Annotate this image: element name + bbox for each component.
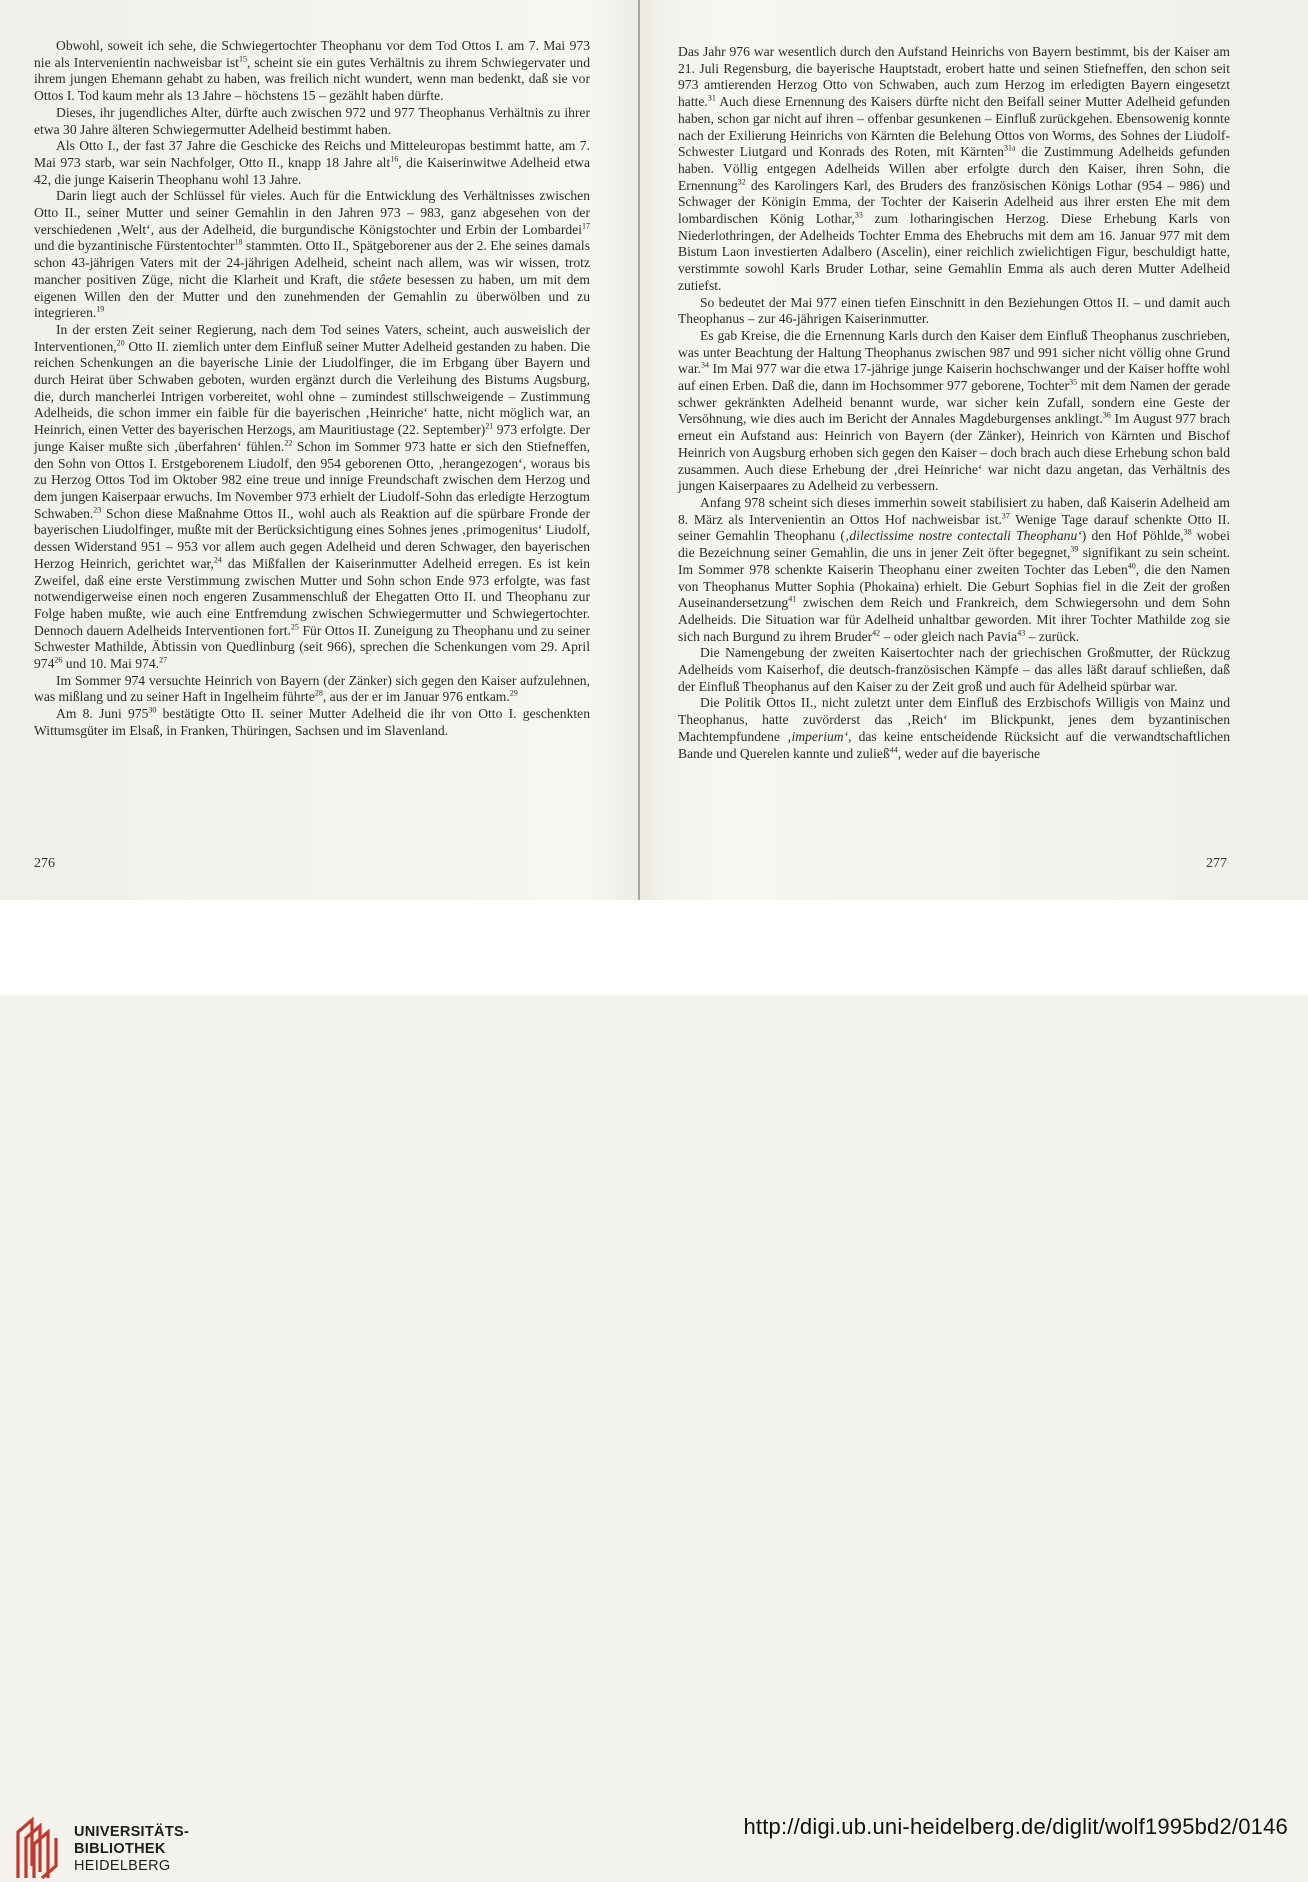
text-run: stammten. Otto II., Spätgeborener aus der 2. Ehe seines damals schon 43-jährigen Vaters mit der 24-jährigen Adelheid, scheint nach allem, was wir wissen, trotz mancher positiven Züge, nicht die Klarheit und Kraft, die bbox=[34, 238, 590, 287]
text-run: des Karolingers Karl, des Bruders des französischen Königs Lothar (954 – 986) und Schwager der Königin Emma, der Tochter der Kaiserin Adelheid aus ihrer ersten Ehe mit dem lombardischen König Lothar, bbox=[678, 177, 1230, 227]
footnote-ref: 39 bbox=[1070, 544, 1079, 554]
text-run: Im Mai 977 war die etwa 17-jährige junge Kaiserin hochschwanger und der Kaiser hoffte wohl auf einen Erben. Daß die, dann im Hochsommer 977 geborene, Tochter bbox=[678, 361, 1230, 394]
footnote-ref: 40 bbox=[1127, 561, 1136, 571]
text-run: , aus der er im Januar 976 entkam. bbox=[322, 689, 510, 705]
text-run: Als Otto I., der fast 37 Jahre die Geschicke des Reichs und Mitteleuropas bestimmt hatte, am 7. Mai 973 starb, war sein Nachfolger, Otto II., knapp 18 Jahre alt bbox=[34, 138, 590, 170]
footnote-ref: 27 bbox=[159, 655, 168, 665]
footnote-ref: 31a bbox=[1003, 143, 1016, 153]
footnote-ref: 18 bbox=[234, 237, 243, 247]
text-run: Im Sommer 974 versuchte Heinrich von Bayern (der Zänker) sich gegen den Kaiser aufzulehnen, was mißlang und zu seiner Haft in Ingelheim führte bbox=[34, 672, 590, 705]
library-name-line3: HEIDELBERG bbox=[74, 1858, 171, 1874]
text-run: Darin liegt auch der Schlüssel für vieles. Auch für die Entwicklung des Verhältnisses zwischen Otto II., seiner Mutter und seiner Gemahlin in den Jahren 973 – 983, ganz abgesehen von der verschiedenen ‚Welt‘, aus der Adelheid, die burgundische Königstochter und Erbin der Lombardei bbox=[34, 188, 590, 237]
text-run: So bedeutet der Mai 977 einen tiefen Einschnitt in den Beziehungen Ottos II. – und damit auch Theophanus – zur 46-jährigen Kaiserinmutter. bbox=[678, 294, 1230, 327]
ub-heidelberg-logo-icon[interactable] bbox=[12, 1812, 60, 1882]
text-run: – zurück. bbox=[1025, 628, 1080, 644]
footnote-ref: 33 bbox=[854, 210, 863, 220]
text-run: bestätigte Otto II. seiner Mutter Adelheid die ihr von Otto I. geschenkten Wittumsgüter im Elsaß, in Franken, Thüringen, Sachsen und im Slavenland. bbox=[34, 706, 590, 738]
paragraph bbox=[678, 495, 1230, 645]
text-run: Wenige Tage darauf schenkte Otto II. seiner Gemahlin Theophanu ( bbox=[678, 511, 1230, 544]
right-page-number: 277 bbox=[1206, 856, 1227, 871]
footnote-ref: 32 bbox=[737, 177, 746, 187]
footnote-ref: 34 bbox=[701, 360, 710, 370]
footnote-ref: 35 bbox=[1069, 377, 1078, 387]
text-run: , weder auf die bayerische bbox=[897, 745, 1041, 761]
text-run: Obwohl, soweit ich sehe, die Schwiegertochter Theophanu vor dem Tod Ottos I. am 7. Mai 973 nie als Intervenientin nachweisbar ist bbox=[34, 38, 590, 70]
text-run: zwischen dem Reich und Frankreich, dem Schwiegersohn und dem Sohn Adelheids. Die Situation war für Adelheid unhaltbar geworden. Mit ihrer Tochter Mathilde zog sie sich nach Burgund zu ihrem Bruder bbox=[678, 595, 1230, 644]
footnote-ref: 20 bbox=[116, 338, 125, 348]
footnote-ref: 21 bbox=[485, 421, 494, 431]
left-page-text bbox=[34, 38, 590, 740]
italic-text: ‚dilectissime nostre contectali Theophanu‘ bbox=[844, 528, 1082, 544]
footnote-ref: 29 bbox=[509, 688, 518, 698]
text-run: , scheint sie ein gutes Verhältnis zu ihrem Schwiegervater und ihrem jungen Ehemann gehabt zu haben, was freilich nicht wundert, wenn man bedenkt, daß sie vor Ottos I. Tod kaum mehr als 13 Jahre – höchstens 15 – gezählt haben dürfte. bbox=[34, 54, 591, 104]
italic-text: ‚imperium‘ bbox=[786, 728, 849, 744]
footnote-ref: 43 bbox=[1017, 628, 1026, 638]
text-run: Auch diese Ernennung des Kaisers dürfte nicht den Beifall seiner Mutter Adelheid gefunden haben, schon gar nicht auf ihren – offenbar gesunkenen – Einfluß zurückgehen. Ebensowenig konnte nach der Exilierung Heinrichs von Kärnten die Belehung Ottos von Worms, des Sohnes der Liudolf-Schwester Liutgard und Konrads des Roten, mit Kärnten bbox=[678, 94, 1230, 160]
text-run: das Mißfallen der Kaiserinmutter Adelheid erregen. Es ist kein Zweifel, daß eine erste Verstimmung zwischen Mutter und Sohn schon Ende 973 erfolgte, was fast notwendigerweise einen noch engeren Zusammenschluß der Ehegatten Otto II. und Theophanu zur Folge haben mußte, wie auch eine Entfremdung zwischen Schwiegermutter und Schwiegertochter. Dennoch dauern Adelheids Interventionen fort. bbox=[34, 555, 590, 638]
footnote-ref: 25 bbox=[290, 622, 299, 632]
text-run: und 10. Mai 974. bbox=[62, 656, 160, 672]
footnote-ref: 19 bbox=[96, 304, 105, 314]
footnote-ref: 41 bbox=[788, 594, 797, 604]
paragraph bbox=[34, 38, 590, 105]
text-run: Das Jahr 976 war wesentlich durch den Aufstand Heinrichs von Bayern bestimmt, bis der Kaiser am 21. Juli Regensburg, die bayerische Hauptstadt, erobert hatte und seinen Stiefneffen, den schon seit 973 amtierenden Herzog Otto von Schwaben, auch zum Herzog im erledigten Bayern eingesetzt hatte. bbox=[678, 44, 1230, 110]
text-run: Otto II. ziemlich unter dem Einfluß seiner Mutter Adelheid gestanden zu haben. Die reichen Schenkungen an die bayerische Linie der Liudolfinger, die im Erbgang über Bayern und durch Heirat über Schwaben geboten, wurden ergänzt durch die Verleihung des Bistums Augsburg, die, durch mancherlei Intrigen vorbereitet, wohl ohne – zumindest stillschweigende – Zustimmung Adelheids, die schon immer ein faible für die bayerischen ‚Heinriche‘ hatte, nicht möglich war, an Heinrich, einen Vetter des bayerischen Herzogs, am Mauritiustage (22. September) bbox=[34, 338, 590, 438]
book-spread bbox=[0, 0, 1308, 900]
footnote-ref: 26 bbox=[54, 655, 63, 665]
text-run: und die byzantinische Fürstentochter bbox=[34, 238, 235, 254]
text-run: In der ersten Zeit seiner Regierung, nach dem Tod seines Vaters, scheint, auch ausweislich der Interventionen, bbox=[34, 321, 590, 354]
footnote-ref: 23 bbox=[93, 505, 102, 515]
paragraph bbox=[34, 188, 590, 322]
footnote-ref: 16 bbox=[390, 154, 399, 164]
library-name-line2: BIBLIOTHEK bbox=[74, 1841, 166, 1857]
text-run: 973 erfolgte. Der junge Kaiser mußte sich ‚überfahren‘ fühlen. bbox=[34, 422, 590, 454]
text-run: Für Ottos II. Zuneigung zu Theophanu und zu seiner Schwester Mathilde, Äbtissin von Quedlinburg (seit 966), sprechen die Schenkungen vom 29. April 974 bbox=[34, 622, 590, 672]
text-run: Die Politik Ottos II., nicht zuletzt unter dem Einfluß des Erzbischofs Willigis von Mainz und Theophanus, hatte zuvörderst das ‚Reich‘ im Blickpunkt, jenes dem byzantinischen Machtempfundene bbox=[678, 695, 1230, 744]
right-page-text bbox=[678, 44, 1230, 762]
footnote-ref: 31 bbox=[707, 93, 716, 103]
text-run: , das keine entscheidende Rücksicht auf die verwandtschaftlichen Bande und Querelen kannte und zuließ bbox=[678, 728, 1231, 761]
text-run: Es gab Kreise, die die Ernennung Karls durch den Kaiser dem Einfluß Theophanus zuschrieben, was unter Beachtung der Haltung Theophanus zwischen 987 und 991 sicher nicht völlig ohne Grund war. bbox=[678, 327, 1230, 377]
text-run: Schon diese Maßnahme Ottos II., wohl auch als Reaktion auf die spürbare Fronde der bayerischen Liudolfinger, mußte mit der Berücksichtigung eines Sohnes jenes ‚primogenitus‘ Liudolf, dessen Widerstand 951 – 953 vor allem auch gegen Adelheid und deren Schwager, den bayerischen Herzog Heinrich, gerichtet war, bbox=[34, 505, 590, 571]
text-run: Schon im Sommer 973 hatte er sich den Stiefneffen, den Sohn von Ottos I. Erstgeborenem Liudolf, den 954 geborenen Otto, ‚herangezogen‘, woraus bis zu Herzog Ottos Tod im Oktober 982 eine treue und innige Freundschaft zwischen dem Herzog und dem jungen Kaiserpaar erwuchs. Im November 973 erhielt der Liudolf-Sohn das erledigte Herzogtum Schwaben. bbox=[34, 438, 590, 521]
viewer-footer bbox=[0, 900, 1308, 1874]
left-page-number: 276 bbox=[34, 856, 55, 871]
permalink-url[interactable]: http://digi.ub.uni-heidelberg.de/diglit/wolf1995bd2/0146 bbox=[743, 1814, 1288, 1839]
footnote-ref: 22 bbox=[284, 438, 293, 448]
footnote-ref: 30 bbox=[148, 705, 157, 715]
library-name-line1: UNIVERSITÄTS- bbox=[74, 1824, 190, 1840]
text-run: mit dem Namen der gerade schwer gekränkten Adelheid benannt wurde, war sicher kein Zufall, sondern eine Geste der Versöhnung, wie dies auch im Bericht der Annales Magdeburgenses anklingt. bbox=[678, 378, 1231, 427]
paragraph bbox=[678, 295, 1230, 328]
footnote-ref: 36 bbox=[1102, 410, 1111, 420]
footnote-ref: 17 bbox=[582, 221, 590, 231]
paragraph bbox=[34, 673, 590, 706]
paragraph bbox=[678, 645, 1230, 695]
footnote-ref: 28 bbox=[314, 688, 323, 698]
text-run: Im August 977 brach erneut ein Aufstand aus: Heinrich von Bayern (der Zänker), Heinrich von Kärnten und Bischof Heinrich von Augsburg erhoben sich gegen den Kaiser – doch brach auch diese Erhebung schon bald zusammen. Auch diese Erhebung der ‚drei Heinriche‘ war nicht dazu angetan, das Verhältnis des jungen Kaiserpaares zu Adelheid zu verbessern. bbox=[678, 411, 1230, 494]
footnote-ref: 37 bbox=[1001, 511, 1010, 521]
paragraph bbox=[34, 322, 590, 673]
footnote-ref: 15 bbox=[238, 54, 247, 64]
paragraph bbox=[678, 44, 1230, 295]
text-run: Am 8. Juni 975 bbox=[56, 706, 149, 722]
footnote-ref: 38 bbox=[1183, 527, 1192, 537]
text-run: zum lotharingischen Herzog. Diese Erhebung Karls von Niederlothringen, der Adelheids Tochter Emma des Ehebruchs mit dem am 16. Januar 977 mit dem Bistum Laon investierten Adalbero (Ascelin), einer reichlich zwielichtigen Figur, beschuldigt hatte, verstimmte sowohl Karls Bruder Lothar, seine Gemahlin Emma als auch deren Mutter Adelheid zutiefst. bbox=[678, 211, 1230, 293]
footnote-ref: 44 bbox=[889, 745, 898, 754]
footnote-ref: 24 bbox=[213, 555, 222, 565]
page-gutter bbox=[638, 0, 640, 900]
text-run: die Zustimmung Adelheids gefunden haben. Völlig entgegen Adelheids Willen aber erfolgte durch den Kaiser, ihren Sohn, die Ernennung bbox=[678, 144, 1230, 193]
text-run: signifikant zu sein scheint. Im Sommer 978 schenkte Kaiserin Theophanu einer zweiten Tochter das Leben bbox=[678, 545, 1231, 577]
paragraph bbox=[678, 328, 1230, 495]
paragraph bbox=[34, 105, 590, 138]
text-run: , die den Namen von Theophanus Mutter Sophia (Phokaina) erhielt. Die Geburt Sophias fiel in die Zeit der großen Auseinandersetzung bbox=[678, 561, 1230, 611]
paragraph bbox=[34, 138, 590, 188]
text-run: Anfang 978 scheint sich dieses immerhin soweit stabilisiert zu haben, daß Kaiserin Adelheid am 8. März als Intervenientin an Ottos Hof nachweisbar ist. bbox=[678, 494, 1230, 527]
text-run: besessen zu haben, um mit dem eigenen Willen den der Mutter und den zunehmenden der Gemahlin zu überwölben und zu integrieren. bbox=[34, 271, 590, 321]
text-run: , die Kaiserinwitwe Adelheid etwa 42, die junge Kaiserin Theophanu wohl 13 Jahre. bbox=[34, 154, 590, 187]
italic-text: stâete bbox=[369, 271, 402, 287]
text-run: – oder gleich nach Pavia bbox=[880, 628, 1018, 644]
text-run: Dieses, ihr jugendliches Alter, dürfte auch zwischen 972 und 977 Theophanus Verhältnis zu ihrer etwa 30 Jahre älteren Schwiegermutter Adelheid bestimmt haben. bbox=[34, 104, 590, 137]
library-name[interactable] bbox=[74, 1824, 189, 1875]
paragraph bbox=[34, 706, 590, 739]
text-run: wobei die Bezeichnung seiner Gemahlin, die uns in jener Zeit öfter begegnet, bbox=[678, 528, 1230, 561]
text-run: ) den Hof Pöhlde, bbox=[1081, 528, 1184, 544]
footnote-ref: 42 bbox=[872, 628, 881, 638]
paragraph bbox=[678, 695, 1230, 762]
text-run: Die Namengebung der zweiten Kaisertochter nach der griechischen Großmutter, der Rückzug Adelheids vom Kaiserhof, die deutsch-französischen Kämpfe – das alles läßt darauf schließen, daß der Einfluß Theophanus auf den Kaiser zu der Zeit groß und auch für Adelheid spürbar war. bbox=[678, 645, 1230, 694]
